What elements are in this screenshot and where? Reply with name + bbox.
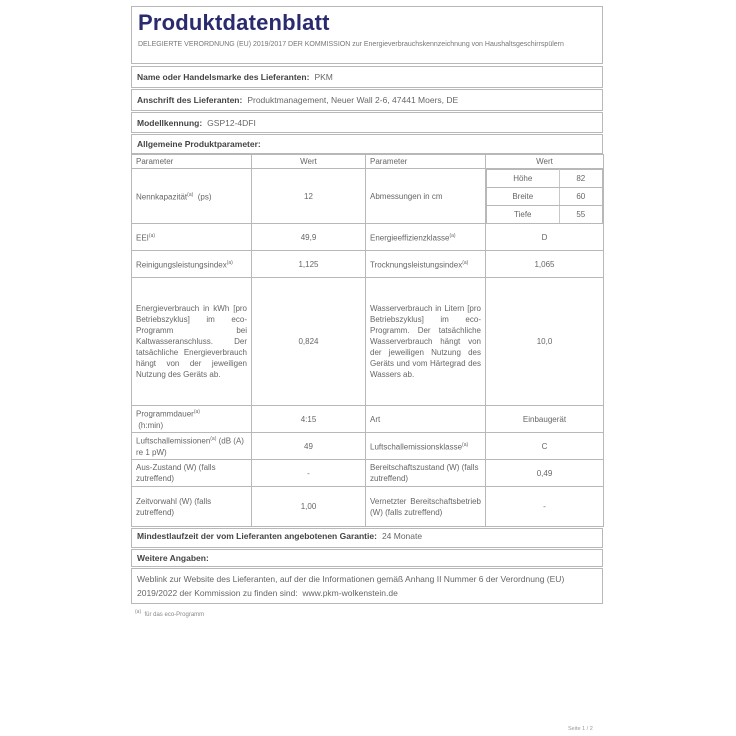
eei-label: EEI$^{(a)}$ (132, 224, 252, 251)
capacity-value: 12 (252, 169, 366, 224)
eei-value: 49,9 (252, 224, 366, 251)
noise-value: 49 (252, 433, 366, 460)
table-row (132, 406, 604, 433)
energy-consumption-label: Energieverbrauch in kWh [pro Betriebszyklus] im eco-Programm bei Kaltwasseranschluss. Der tatsächliche Energieverbrauch hängt von der jeweiligen Nutzung des Geräts ab. (132, 278, 252, 406)
height-label: Höhe (487, 170, 560, 188)
supplier-weblink[interactable]: www.pkm-wolkenstein.de (302, 588, 398, 598)
further-info-title: Weitere Angaben: (137, 553, 209, 563)
duration-label: Programmdauer$^{(a)}$ (h:min) (132, 406, 252, 433)
standby-label: Bereitschaftszustand (W) (falls zutreffend) (366, 460, 486, 487)
warranty-value: 24 Monate (381, 531, 423, 541)
table-row (132, 487, 604, 527)
model-value: GSP12-4DFI (207, 117, 256, 128)
off-mode-label: Aus-Zustand (W) (falls zutreffend) (132, 460, 252, 487)
supplier-address-label: Anschrift des Lieferanten: (137, 95, 243, 105)
height-value: 82 (559, 170, 602, 188)
header-parameter-1: Parameter (132, 155, 252, 169)
supplier-name-value: PKM (314, 72, 333, 82)
drying-index-value: 1,065 (486, 251, 604, 278)
table-row (132, 169, 604, 224)
product-data-sheet (131, 6, 603, 618)
supplier-address-row (131, 89, 603, 111)
energy-class-label: Energieeffizienzklasse$^{(a)}$ (366, 224, 486, 251)
table-row (132, 433, 604, 460)
delay-start-label: Zeitvorwahl (W) (falls zutreffend) (132, 487, 252, 527)
networked-standby-label: Vernetzter Bereitschaftsbetrieb (W) (falls zutreffend) (366, 487, 486, 527)
depth-label: Tiefe (487, 206, 560, 224)
supplier-name-label: Name oder Handelsmarke des Lieferanten: (137, 72, 310, 82)
noise-label: Luftschallemissionen$^{(a)}$ (dB (A) re 1 pW) (132, 433, 252, 460)
warranty-row (131, 528, 603, 548)
further-info-title-row (131, 549, 603, 567)
params-title: Allgemeine Produktparameter: (137, 139, 261, 149)
width-label: Breite (487, 188, 560, 206)
header-parameter-2: Parameter (366, 155, 486, 169)
params-table (131, 154, 604, 527)
dimensions-label: Abmessungen in cm (366, 169, 486, 224)
width-value: 60 (559, 188, 602, 206)
header-value-2: Wert (486, 155, 604, 169)
water-consumption-value: 10,0 (486, 278, 604, 406)
table-row (132, 224, 604, 251)
water-consumption-label: Wasserverbrauch in Litern [pro Betriebszyklus] im eco-Programm. Der tatsächliche Wasserverbrauch hängt von der jeweiligen Nutzung des Geräts und vom Härtegrad des Wassers ab. (366, 278, 486, 406)
table-header-row (132, 155, 604, 169)
energy-class-value: D (486, 224, 604, 251)
title-section (131, 6, 603, 64)
regulation-subtitle: DELEGIERTE VERORDNUNG (EU) 2019/2017 DER KOMMISSION zur Energieverbrauchskennzeichnung von Haushaltsgeschirrspülern (138, 41, 564, 48)
noise-class-label: Luftschallemissionsklasse$^{(a)}$ (366, 433, 486, 460)
cleaning-index-label: Reinigungsleistungsindex$^{(a)}$ (132, 251, 252, 278)
type-label: Art (366, 406, 486, 433)
warranty-label: Mindestlaufzeit der vom Lieferanten angebotenen Garantie: (137, 531, 377, 541)
supplier-name-row (131, 66, 603, 88)
footnote: $^{(a)}$ für das eco-Programm (135, 609, 205, 618)
drying-index-label: Trocknungsleistungsindex$^{(a)}$ (366, 251, 486, 278)
further-info-text-row (131, 568, 603, 604)
standby-value: 0,49 (486, 460, 604, 487)
further-info-text: Weblink zur Website des Lieferanten, auf der die Informationen gemäß Anhang II Nummer 6 der Verordnung (EU) 2019/2022 der Kommission zu finden sind: (137, 574, 565, 598)
depth-value: 55 (559, 206, 602, 224)
capacity-label: Nennkapazität$^{(a)}$ (ps) (132, 169, 252, 224)
networked-standby-value: - (486, 487, 604, 527)
table-row (132, 278, 604, 406)
model-label: Modellkennung: (137, 117, 203, 128)
table-row (132, 460, 604, 487)
params-section-title (131, 134, 603, 154)
noise-class-value: C (486, 433, 604, 460)
cleaning-index-value: 1,125 (252, 251, 366, 278)
model-row (131, 112, 603, 133)
dimensions-cell (486, 169, 604, 224)
page-title: Produktdatenblatt (138, 10, 330, 35)
page-number: Seite 1 / 2 (568, 726, 593, 732)
type-value: Einbaugerät (486, 406, 604, 433)
supplier-address-value: Produktmanagement, Neuer Wall 2-6, 47441 Moers, DE (247, 95, 459, 105)
duration-value: 4:15 (252, 406, 366, 433)
off-mode-value: - (252, 460, 366, 487)
delay-start-value: 1,00 (252, 487, 366, 527)
header-value-1: Wert (252, 155, 366, 169)
table-row (132, 251, 604, 278)
energy-consumption-value: 0,824 (252, 278, 366, 406)
